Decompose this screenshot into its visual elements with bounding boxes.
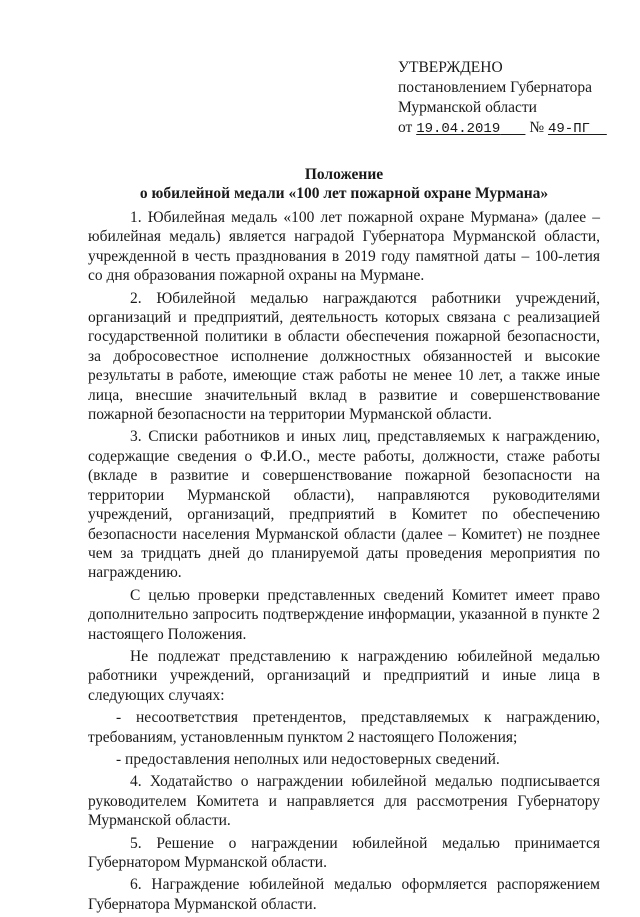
approval-title: УТВЕРЖДЕНО: [398, 59, 503, 76]
number-prefix: №: [529, 119, 545, 136]
approval-number: 49-ПГ: [547, 121, 590, 137]
approval-date: 19.04.2019: [416, 121, 501, 137]
paragraph-2: 2. Юбилейной медалью награждаются работники учреждений, организаций и предприятий, деятельность которых связана с реализацией государственной политики в области обеспечения пожарной безопасности, за добросовестное исполнение должностных обязанностей и высокие результаты в работе, имеющие стаж работы не менее 10 лет, а также иные лица, внесшие значительный вклад в развитие и совершенствование пожарной безопасности на территории Мурманской области.: [88, 289, 600, 424]
paragraph-exclusions: Не подлежат представлению к награждению юбилейной медалью работники учреждений, организаций и предприятий и иные лица в следующих случаях:: [88, 647, 600, 704]
paragraph-5: 5. Решение о награждении юбилейной медалью принимается Губернатором Мурманской области.: [88, 834, 600, 871]
paragraph-6: 6. Награждение юбилейной медалью оформляется распоряжением Губернатора Мурманской области.: [88, 876, 600, 913]
exclusion-item-2: - предоставления неполных или недостоверных сведений.: [116, 750, 500, 768]
document-body: [88, 208, 600, 917]
paragraph-verification: С целью проверки представленных сведений Комитет имеет право дополнительно запросить подтверждение информации, указанной в пункте 2 настоящего Положения.: [88, 586, 600, 643]
document-subtitle: о юбилейной медали «100 лет пожарной охране Мурмана»: [139, 185, 549, 202]
date-prefix: от: [398, 119, 413, 136]
paragraph-4: 4. Ходатайство о награждении юбилейной медалью подписывается руководителем Комитета и направляется для рассмотрения Губернатору Мурманской области.: [88, 773, 600, 830]
approval-region: Мурманской области: [398, 99, 537, 116]
paragraph-3: 3. Списки работников и иных лиц, представляемых к награждению, содержащие сведения о Ф.И.О., месте работы, должности, стаже работы (вкладе в развитие и совершенствование пожарной безопасности на территории Мурманской области), направляются руководителями учреждений, организаций, предприятий в Комитет по обеспечению безопасности населения Мурманской области (далее – Комитет) не позднее чем за тридцать дней до планируемой даты проведения мероприятия по награждению.: [88, 428, 600, 582]
approval-block: [398, 58, 628, 139]
document-title: Положение: [304, 166, 384, 183]
approval-date-line: [398, 118, 628, 139]
exclusion-item-1: - несоответствия претендентов, представляемых к награждению, требованиям, установленным пунктом 2 настоящего Положения;: [88, 709, 600, 746]
paragraph-1: 1. Юбилейная медаль «100 лет пожарной охране Мурмана» (далее – юбилейная медаль) является наградой Губернатора Мурманской области, учрежденной в честь празднования в 2019 году памятной даты – 100-летия со дня образования пожарной охраны на Мурмане.: [88, 209, 600, 285]
approval-issuer: постановлением Губернатора: [398, 79, 593, 96]
